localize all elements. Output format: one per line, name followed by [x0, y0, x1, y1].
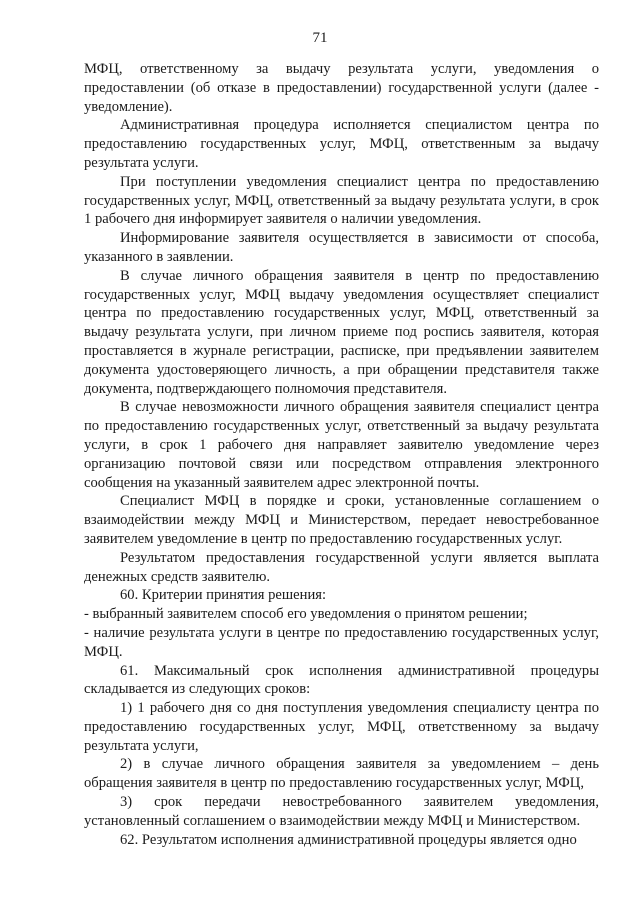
list-item: - наличие результата услуги в центре по предоставлению государственных услуг, МФЦ.: [84, 624, 599, 660]
body-text: [84, 60, 599, 849]
paragraph-continuation: МФЦ, ответственному за выдачу результата услуги, уведомления о предоставлении (об отказе в предоставлении) государственной услуги (далее - уведомление).: [84, 61, 599, 115]
paragraph: При поступлении уведомления специалист центра по предоставлению государственных услуг, МФЦ, ответственный за выдачу результата услуги, в срок 1 рабочего дня информирует заявителя о наличии уведомления.: [84, 173, 599, 228]
list-item: 3) срок передачи невостребованного заявителем уведомления, установленный соглашением о взаимодействии между МФЦ и Министерством.: [84, 794, 599, 829]
paragraph: Информирование заявителя осуществляется в зависимости от способа, указанного в заявлении.: [84, 230, 599, 265]
paragraph: В случае личного обращения заявителя в центр по предоставлению государственных услуг, МФЦ выдачу уведомления осуществляет специалист центра по предоставлению государственных услуг, МФЦ, ответственный за выдачу результата услуги, при личном приеме под роспись заявителя, которая проставляется в журнале регистрации, расписке, при предъявлении заявителем документа удостоверяющего личность, а при обращении представителя также документа, подтверждающего полномочия представителя.: [84, 267, 599, 397]
section-heading-61: 61. Максимальный срок исполнения административной процедуры складывается из следующих сроков:: [84, 662, 599, 698]
paragraph: Специалист МФЦ в порядке и сроки, установленные соглашением о взаимодействии между МФЦ и Министерством, передает невостребованное заявителем уведомление в центр по предоставлению государственных услуг.: [84, 493, 599, 547]
paragraph: Административная процедура исполняется специалистом центра по предоставлению государственных услуг, МФЦ, ответственным за выдачу результата услуги.: [84, 117, 599, 171]
page-number: 71: [312, 30, 328, 46]
paragraph: Результатом предоставления государственной услуги является выплата денежных средств заявителю.: [84, 549, 599, 585]
section-heading-62: 62. Результатом исполнения административной процедуры является одно: [120, 831, 577, 848]
section-heading-60: 60. Критерии принятия решения:: [120, 587, 327, 604]
paragraph: В случае невозможности личного обращения заявителя специалист центра по предоставлению государственных услуг, ответственный за выдачу результата услуги, в срок 1 рабочего дня направляет заявителю уведомление через организацию почтовой связи или посредством отправления электронного сообщения на указанный заявителем адрес электронной почты.: [84, 399, 599, 491]
list-item: - выбранный заявителем способ его уведомления о принятом решении;: [84, 606, 528, 623]
list-item: 1) 1 рабочего дня со дня поступления уведомления специалисту центра по предоставлению государственных услуг, МФЦ, ответственному за выдачу результата услуги,: [84, 700, 599, 754]
list-item: 2) в случае личного обращения заявителя за уведомлением – день обращения заявителя в центр по предоставлению государственных услуг, МФЦ,: [84, 756, 599, 792]
